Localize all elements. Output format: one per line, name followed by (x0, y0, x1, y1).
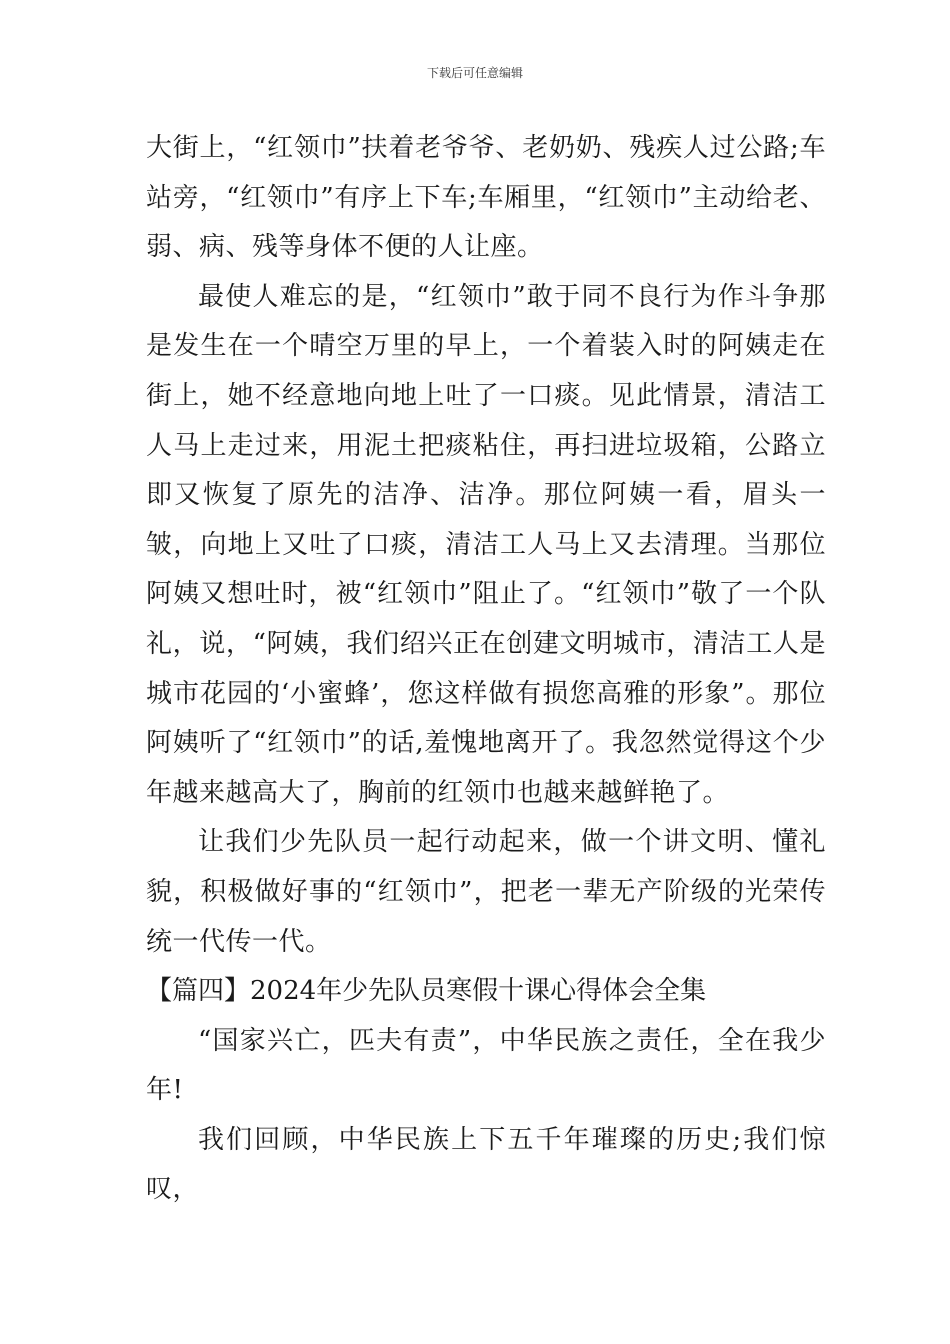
paragraph: “国家兴亡，匹夫有责”，中华民族之责任，全在我少年! (146, 1025, 826, 1106)
paragraph: 我们回顾，中华民族上下五千年璀璨的历史;我们惊叹， (146, 1124, 826, 1205)
paragraph: 让我们少先队员一起行动起来，做一个讲文明、懂礼貌，积极做好事的“红领巾”，把老一辈无产阶级的光荣传统一代传一代。 (146, 827, 826, 957)
page-header: 下载后可任意编辑 (426, 66, 523, 80)
paragraph: 最使人难忘的是，“红领巾”敢于同不良行为作斗争那是发生在一个晴空万里的早上，一个着装入时的阿姨走在街上，她不经意地向地上吐了一口痰。见此情景，清洁工人马上走过来，用泥土把痰粘住，再扫进垃圾箱，公路立即又恢复了原先的洁净、洁净。那位阿姨一看，眉头一皱，向地上又吐了口痰，清洁工人马上又去清理。当那位阿姨又想吐时，被“红领巾”阻止了。“红领巾”敬了一个队礼，说，“阿姨，我们绍兴正在创建文明城市，清洁工人是城市花园的‘小蜜蜂’，您这样做有损您高雅的形象”。那位阿姨听了“红领巾”的话,羞愧地离开了。我忽然觉得这个少年越来越高大了，胸前的红领巾也越来越鲜艳了。 (146, 281, 826, 808)
document-body (146, 124, 826, 1215)
paragraph: 大街上，“红领巾”扶着老爷爷、老奶奶、残疾人过公路;车站旁，“红领巾”有序上下车;车厢里，“红领巾”主动给老、弱、病、残等身体不便的人让座。 (146, 133, 826, 263)
section-title: 【篇四】2024年少先队员寒假十课心得体会全集 (146, 976, 707, 1007)
